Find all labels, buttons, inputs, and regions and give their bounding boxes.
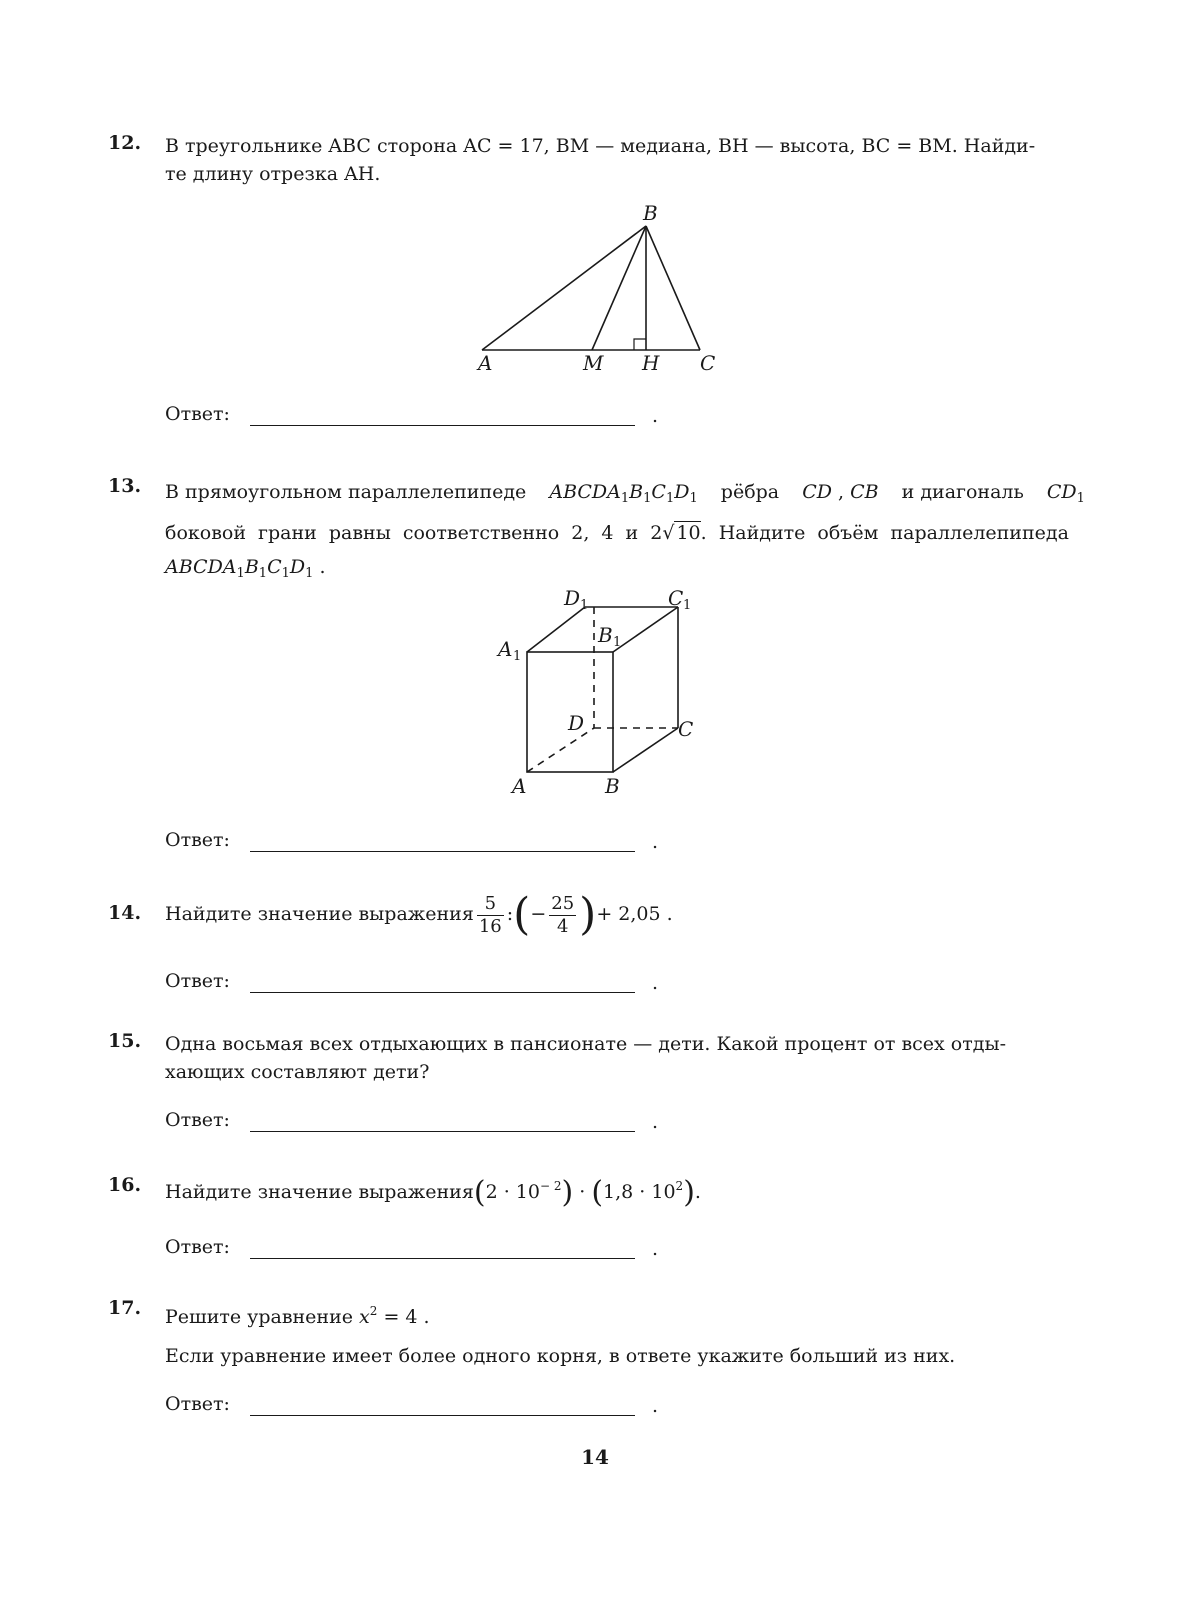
paren-close: ) (579, 889, 597, 940)
math-prism-name: $ABCDA_1B_1C_1D_1$ (549, 481, 698, 506)
label-index: 1 (580, 598, 589, 613)
task-number: 13. (108, 475, 142, 497)
label-a: A (478, 351, 493, 375)
answer-field[interactable] (250, 967, 635, 993)
label-b1: B (598, 623, 613, 647)
math-diagonal: $CD_1$ (1046, 481, 1085, 506)
task-text (165, 475, 1085, 591)
label-b: B (605, 774, 620, 798)
median-bm (592, 226, 646, 350)
task-text (165, 1297, 1085, 1331)
task-text-part: Решите уравнение (165, 1306, 353, 1328)
equation-variable: x (359, 1306, 370, 1328)
task-number: 17. (108, 1297, 142, 1319)
math-prism-name: $ABCDA_1B_1C_1D_1$ . (165, 556, 326, 581)
factor-exponent: 2 (675, 1179, 684, 1193)
fraction-numerator: 25 (551, 892, 575, 914)
answer-period: . (652, 831, 659, 853)
task-text-part: рёбра (720, 481, 780, 503)
label-index: 1 (683, 598, 692, 613)
label-a1: A (498, 637, 513, 661)
answer-field[interactable] (250, 826, 635, 852)
task-note: Если уравнение имеет более одного корня, в ответе укажите больший из них. (165, 1345, 956, 1367)
label-m: M (583, 351, 604, 375)
task-text-part: В прямоугольном параллелепипеде (165, 481, 527, 503)
sqrt-sign: √ (662, 522, 675, 544)
label-d: D (568, 711, 585, 735)
answer-period: . (652, 1111, 659, 1133)
label-h: H (642, 351, 660, 375)
edge-b1c1 (613, 607, 678, 652)
task-text-line: хающих составляют дети? (165, 1061, 430, 1083)
label-index: 1 (613, 635, 622, 650)
fraction-denominator: 4 (556, 915, 569, 937)
task-text (165, 1030, 1085, 1086)
side-ab (482, 226, 646, 350)
task-text-line (165, 475, 1085, 516)
answer-field[interactable] (250, 400, 635, 426)
label-index: 1 (513, 649, 522, 664)
task-text: Найдите значение выражения $\frac{5}{16}$ :(− $\frac{25}{4}$ )+ 2,05 . (165, 889, 673, 940)
answer-period: . (652, 405, 659, 427)
task-number: 16. (108, 1174, 142, 1196)
math-edges: CD , CB (802, 481, 879, 503)
paren-open: ( (591, 1175, 604, 1210)
factor-base: 2 · 10 (485, 1181, 540, 1203)
task-text-part: и диагональ (901, 481, 1024, 503)
edge-a1d1 (527, 607, 585, 652)
task-number: 14. (108, 902, 142, 924)
fraction-numerator: 5 (477, 893, 504, 916)
paren-open: ( (473, 1175, 486, 1210)
answer-period: . (652, 972, 659, 994)
page-number: 14 (581, 1445, 609, 1469)
factor-exponent: − 2 (539, 1179, 562, 1193)
equation-rhs: = 4 . (383, 1306, 430, 1328)
answer-label: Ответ: (165, 1109, 230, 1131)
answer-field[interactable] (250, 1390, 635, 1416)
paren-open: ( (513, 889, 531, 940)
label-a: A (512, 774, 527, 798)
triangle-figure (460, 200, 740, 385)
task-text-part: боковой грани равны соответственно 2, 4 и 2 (165, 522, 663, 544)
paren-close: ) (683, 1175, 695, 1210)
factor-base: 1,8 · 10 (603, 1181, 676, 1203)
answer-label: Ответ: (165, 403, 230, 425)
answer-label: Ответ: (165, 970, 230, 992)
answer-field[interactable] (250, 1106, 635, 1132)
parallelepiped-figure (490, 580, 720, 805)
right-angle-mark (634, 339, 646, 350)
label-c: C (700, 351, 716, 375)
side-bc (646, 226, 700, 350)
task-text-line: В треугольнике ABC сторона AC = 17, BM — медиана, BH — высота, BC = BM. Найди- (165, 135, 1036, 157)
equation-exponent: 2 (369, 1304, 378, 1318)
expression-tail: + 2,05 . (596, 903, 673, 925)
task-text: Найдите значение выражения(2 · $10^{- 2}) \cdot (1,8 \cdot 10^2)$. (165, 1175, 701, 1210)
task-text (165, 132, 1085, 188)
task-number: 12. (108, 132, 142, 154)
task-text-line (165, 516, 1085, 550)
task-text-line: те длину отрезка AH. (165, 163, 381, 185)
task-text-part: . Найдите объём параллелепипеда (700, 522, 1069, 544)
fraction (477, 893, 504, 938)
task-text-part: Найдите значение выражения (165, 1181, 474, 1203)
sqrt-radicand: 10 (676, 522, 701, 544)
answer-field[interactable] (250, 1233, 635, 1259)
task-text-part: Найдите значение выражения (165, 903, 474, 925)
label-c1: C (668, 586, 684, 610)
answer-label: Ответ: (165, 1393, 230, 1415)
answer-period: . (652, 1395, 659, 1417)
paren-close: ) (561, 1175, 574, 1210)
fraction-denominator: 16 (478, 915, 502, 937)
answer-label: Ответ: (165, 829, 230, 851)
edge-bc (613, 728, 678, 772)
label-c: C (678, 717, 694, 741)
answer-period: . (652, 1238, 659, 1260)
task-number: 15. (108, 1030, 142, 1052)
label-d1: D (564, 586, 581, 610)
label-b: B (643, 201, 658, 225)
task-text-line: Одна восьмая всех отдыхающих в пансионате — дети. Какой процент от всех отды- (165, 1033, 1007, 1055)
answer-label: Ответ: (165, 1236, 230, 1258)
fraction (549, 893, 576, 938)
